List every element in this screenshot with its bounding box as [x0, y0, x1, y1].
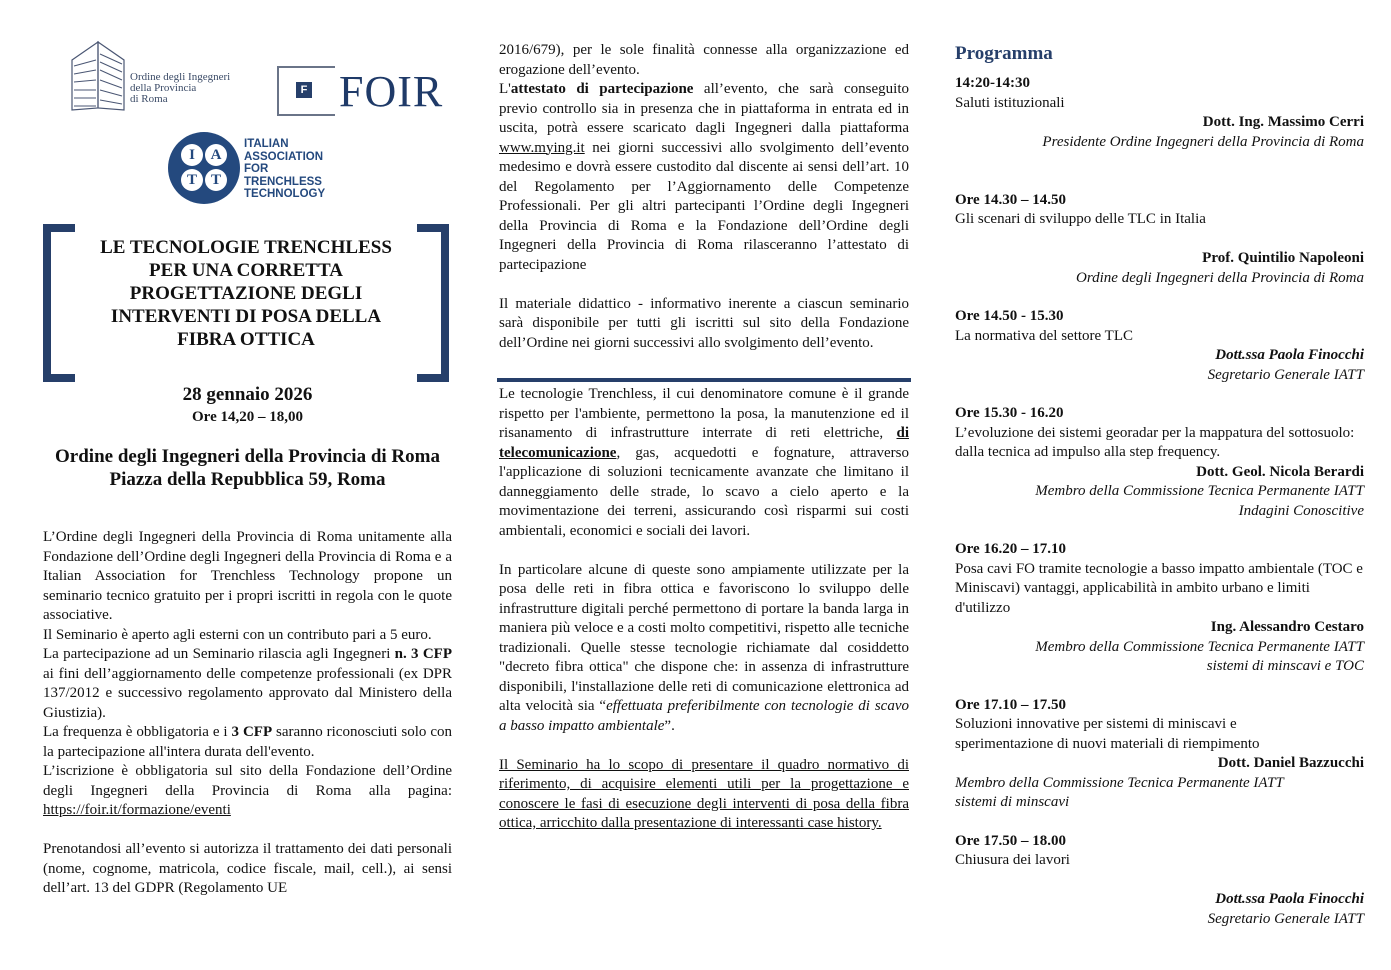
text-run: In particolare alcune di queste sono ampiamente utilizzate per la posa delle reti in fibra ottica e favoriscono lo sviluppo delle infrastrutture digitali perché permettono di portare la banda larga in maniera più veloce e a costi molto competitivi, rispetto alle tecniche tradizionali. Quelle stesse tecnologie richiamate dal cosiddetto "decreto fibra ottica" che dispone che: in assenza di infrastrutture disponibili, l'installazione delle reti di comunicazione elettronica ad alta velocità sia “ — [499, 561, 909, 714]
quote-italic: effettuata preferibilmente con tecnologie di scavo a basso impatto ambientale — [499, 698, 909, 734]
slot-speaker: Ing. Alessandro Cestaro — [1210, 619, 1364, 635]
iatt-logo-text — [244, 138, 325, 201]
slot-topic: L’evoluzione dei sistemi georadar per la mappatura del sottosuolo: dalla tecnica ad impulso alla step frequency. — [955, 424, 1355, 460]
material-paragraph: Il materiale didattico - informativo inerente a ciascun seminario sarà disponibile per tutti gli iscritti sul sito della Fondazione dell’Ordine nei giorni successivi allo svolgimento dell’evento. — [499, 295, 909, 351]
registration-link[interactable]: https://foir.it/formazione/eventi — [43, 802, 231, 818]
intro-paragraph — [43, 723, 452, 762]
spacer — [43, 821, 452, 841]
foir-logo-frame — [277, 66, 335, 116]
mying-link[interactable]: www.mying.it — [499, 139, 585, 156]
foir-logo-mark: F — [296, 82, 312, 98]
description-paragraph — [499, 561, 909, 737]
iatt-logo — [168, 130, 348, 210]
programme-title: Programma — [955, 43, 1053, 64]
event-hours: Ore 14,20 – 18,00 — [192, 409, 303, 425]
left-bracket-decoration — [43, 224, 75, 382]
programme-slot — [955, 191, 1364, 289]
programme-slot — [955, 540, 1364, 677]
slot-speaker: Dott. Daniel Bazzucchi — [1217, 755, 1364, 771]
seminar-goal-paragraph: Il Seminario ha lo scopo di presentare il quadro normativo di riferimento, di acquisire elementi utili per la progettazione e conoscere le fasi di esecuzione degli interventi di posa della fibra ottica, arricchito dalla presentazione di interessanti case history. — [499, 756, 909, 831]
slot-role: Presidente Ordine Ingegneri della Provincia di Roma — [1042, 133, 1364, 150]
ordine-ingegneri-logo — [68, 40, 258, 115]
text-run: La partecipazione ad un Seminario rilascia agli Ingegneri — [43, 646, 395, 662]
telecom-emphasis: di telecomunicazione — [499, 425, 909, 461]
event-venue — [40, 445, 455, 491]
iatt-logo-line: ASSOCIATION — [244, 150, 324, 163]
slot-role-detail: Indagini Conoscitive — [1238, 502, 1364, 519]
slot-topic: Soluzioni innovative per sistemi di miniscavi e — [955, 716, 1237, 732]
slot-role-detail: sistemi di minscavi — [955, 794, 1070, 810]
slot-time: Ore 15.30 - 16.20 — [955, 405, 1064, 421]
event-title-line: PER UNA CORRETTA — [149, 260, 343, 281]
spacer — [499, 736, 909, 756]
slot-role-detail: sistemi di minscavi e TOC — [1206, 658, 1364, 674]
foir-logo-word: FOIR — [339, 67, 444, 116]
privacy-paragraph-continued: 2016/679), per le sole finalità connesse alla organizzazione ed erogazione dell’evento. — [499, 42, 909, 78]
iatt-logo-line: TRENCHLESS — [244, 175, 322, 188]
slot-topic: Chiusura dei lavori — [955, 852, 1070, 868]
foir-logo — [277, 66, 452, 118]
text-run: , gas, acquedotti e fognature, attraverso l'applicazione di soluzioni tecnicamente avanzate che limitano il danneggiamento delle strade, lo scavo a cielo aperto e la movimentazione dei terreni, assicurando così risparmi sui costi ambientali, economici e sociali dei lavori. — [499, 444, 909, 539]
section-divider — [497, 378, 911, 382]
text-run: Le tecnologie Trenchless, il cui denominatore comune è il grande rispetto per l'ambiente, permettono la posa, la manutenzione ed il risanamento di infrastrutture interrate di reti elettriche, — [499, 386, 909, 441]
event-title-line: PROGETTAZIONE DEGLI — [129, 283, 363, 304]
iatt-letter: T — [181, 169, 203, 191]
event-title-box — [43, 224, 449, 382]
slot-role: Segretario Generale IATT — [1207, 910, 1364, 927]
ordine-logo-line: della Provincia — [130, 82, 197, 94]
text-run: ai fini dell’aggiornamento delle competenze professionali (ex DPR 137/2012 e successivo regolamento approvato dal Ministero della Giustizia). — [43, 665, 452, 721]
slot-time: Ore 17.10 – 17.50 — [955, 696, 1066, 713]
text-run: La frequenza è obbligatoria e i — [43, 724, 232, 740]
slot-topic: Saluti istituzionali — [955, 94, 1065, 111]
slot-time: Ore 17.50 – 18.00 — [955, 832, 1066, 849]
slot-time: Ore 14.50 - 15.30 — [955, 308, 1064, 324]
slot-time: Ore 14.30 – 14.50 — [955, 191, 1066, 208]
intro-paragraph — [43, 762, 452, 821]
slot-role: Membro della Commissione Tecnica Permanente IATT — [1035, 638, 1364, 655]
iatt-letter: I — [181, 144, 203, 166]
text-run: ”. — [664, 717, 675, 734]
right-bracket-decoration — [417, 224, 449, 382]
intro-text — [43, 528, 452, 899]
slot-speaker: Prof. Quintilio Napoleoni — [1202, 250, 1364, 266]
slot-role: Membro della Commissione Tecnica Permanente IATT — [1035, 483, 1364, 499]
certificate-bold: attestato di partecipazione — [510, 81, 694, 97]
slot-speaker: Dott.ssa Paola Finocchi — [1215, 891, 1364, 907]
iatt-letter: A — [205, 144, 227, 166]
text-run: L’iscrizione è obbligatoria sul sito della Fondazione dell’Ordine degli Ingegneri della Provincia di Roma alla pagina: — [43, 763, 452, 799]
event-title — [73, 236, 419, 351]
slot-topic: Posa cavi FO tramite tecnologie a basso impatto ambientale (TOC e Miniscavi) vantaggi, applicabilità in ambito urbano e limiti d'utilizzo — [955, 560, 1363, 616]
slot-role: Segretario Generale IATT — [1207, 366, 1364, 383]
programme-column — [955, 42, 1364, 948]
iatt-logo-line: FOR — [244, 163, 269, 175]
description-paragraph — [499, 385, 909, 541]
text-run: saranno riconosciuti solo con la partecipazione all'intera durata dell'evento. — [43, 724, 452, 760]
middle-column-bottom — [499, 385, 909, 834]
certificate-paragraph — [499, 80, 909, 275]
iatt-letter: T — [205, 169, 227, 191]
programme-slot — [955, 404, 1364, 521]
slot-role: Ordine degli Ingegneri della Provincia di Roma — [1076, 269, 1364, 286]
text-run: L' — [499, 81, 511, 97]
slot-speaker: Dott. Geol. Nicola Berardi — [1196, 463, 1364, 480]
text-run: nei giorni successivi allo svolgimento dell’evento medesimo e dovrà essere custodito dal discente ai sensi dell’art. 10 del Regolamento per l’Aggiornamento delle Competenze Professionali. Per gli altri partecipanti l’Ordine degli Ingegneri della Provincia di Roma e la Fondazione dell’Ordine degli Ingegneri della Provincia di Roma rilasceranno l’attestato di partecipazione — [499, 139, 909, 273]
event-title-line: FIBRA OTTICA — [177, 329, 315, 350]
middle-column-top — [499, 41, 909, 353]
programme-slot — [955, 307, 1364, 385]
text-run: all’evento, che sarà conseguito previo controllo sia in presenza che in piattaforma in entrata ed in uscita, potrà essere scaricato dagli Ingegneri dalla piattaforma — [499, 81, 909, 136]
ordine-logo-line: Ordine degli Ingegneri — [130, 71, 231, 83]
event-title-line: LE TECNOLOGIE TRENCHLESS — [100, 237, 392, 258]
privacy-paragraph: Prenotandosi all’evento si autorizza il trattamento dei dati personali (nome, cognome, matricola, codice fiscale, mail, cell.), ai sensi dell’art. 13 del GDPR (Regolamento UE — [43, 841, 452, 896]
ordine-logo-text — [130, 72, 230, 105]
programme-slot — [955, 74, 1364, 172]
slot-topic: sperimentazione di nuovi materiali di riempimento — [955, 735, 1260, 752]
slot-topic: Gli scenari di sviluppo delle TLC in Italia — [955, 211, 1206, 227]
spacer — [499, 275, 909, 295]
intro-paragraph: L’Ordine degli Ingegneri della Provincia di Roma unitamente alla Fondazione dell’Ordine degli Ingegneri della Provincia di Roma e a Italian Association for Trenchless Technology propone un seminario tecnico gratuito per i propri iscritti in regola con le quote associative. — [43, 529, 452, 623]
programme-slot — [955, 832, 1364, 930]
slot-time: 14:20-14:30 — [955, 75, 1030, 91]
left-column — [40, 30, 455, 896]
logo-row — [40, 30, 455, 230]
building-icon — [68, 40, 126, 112]
programme-slot — [955, 696, 1364, 813]
cfp-count: n. 3 CFP — [394, 646, 452, 662]
event-title-line: INTERVENTI DI POSA DELLA — [110, 306, 382, 327]
slot-role: Membro della Commissione Tecnica Permanente IATT — [955, 774, 1284, 791]
slot-speaker: Dott.ssa Paola Finocchi — [1215, 347, 1364, 363]
slot-time: Ore 16.20 – 17.10 — [955, 541, 1066, 557]
venue-address: Piazza della Repubblica 59, Roma — [109, 469, 386, 490]
event-date: 28 gennaio 2026 — [182, 384, 313, 405]
intro-paragraph — [43, 645, 452, 723]
spacer — [499, 541, 909, 561]
slot-topic: La normativa del settore TLC — [955, 327, 1134, 344]
ordine-logo-line: di Roma — [130, 93, 168, 105]
iatt-logo-emblem — [168, 132, 240, 204]
cfp-count: 3 CFP — [231, 724, 273, 740]
intro-paragraph: Il Seminario è aperto agli esterni con un contributo pari a 5 euro. — [43, 626, 432, 643]
iatt-logo-line: ITALIAN — [244, 138, 289, 150]
venue-name: Ordine degli Ingegneri della Provincia di Roma — [55, 446, 440, 467]
slot-speaker: Dott. Ing. Massimo Cerri — [1202, 114, 1364, 130]
iatt-logo-line: TECHNOLOGY — [244, 188, 326, 200]
